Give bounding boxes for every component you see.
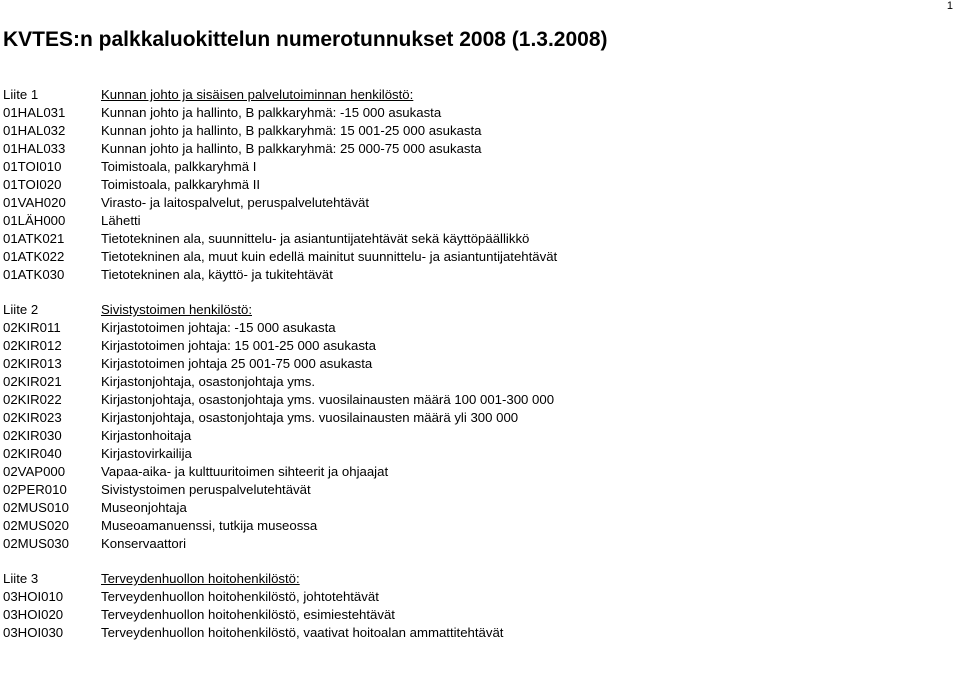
classification-description: Toimistoala, palkkaryhmä II [101,177,261,192]
classification-row [3,499,953,517]
classification-code: 02MUS020 [3,518,69,533]
classification-code: 02KIR022 [3,392,62,407]
classification-code: 01TOI010 [3,159,62,174]
classification-row [3,104,953,122]
classification-code: 02KIR021 [3,374,62,389]
classification-row [3,355,953,373]
classification-description: Sivistystoimen peruspalvelutehtävät [101,482,311,497]
classification-row [3,194,953,212]
classification-code: 02PER010 [3,482,67,497]
classification-code: 01HAL031 [3,105,66,120]
classification-code: 03HOI030 [3,625,64,640]
classification-code: 01HAL032 [3,123,66,138]
classification-description: Kirjastotoimen johtaja 25 001-75 000 asukasta [101,356,373,371]
classification-code: 01TOI020 [3,177,62,192]
classification-description: Kirjastonjohtaja, osastonjohtaja yms. [101,374,316,389]
classification-description: Kirjastonhoitaja [101,428,192,443]
classification-description: Museoamanuenssi, tutkija museossa [101,518,318,533]
classification-description: Kirjastonjohtaja, osastonjohtaja yms. vuosilainausten määrä yli 300 000 [101,410,519,425]
classification-code: 02KIR040 [3,446,62,461]
classification-code: 01ATK030 [3,267,65,282]
classification-row [3,481,953,499]
appendix-section [3,301,953,553]
appendix-section [3,570,953,642]
classification-description: Terveydenhuollon hoitohenkilöstö, vaativat hoitoalan ammattitehtävät [101,625,504,640]
classification-code: 02VAP000 [3,464,66,479]
section-code: Liite 1 [3,87,39,102]
classification-description: Kunnan johto ja hallinto, B palkkaryhmä: -15 000 asukasta [101,105,442,120]
page-number: 1 [946,0,953,12]
classification-row [3,176,953,194]
classification-description: Kunnan johto ja hallinto, B palkkaryhmä: 25 000-75 000 asukasta [101,141,482,156]
classification-code: 02KIR012 [3,338,62,353]
section-title: Kunnan johto ja sisäisen palvelutoiminnan henkilöstö: [101,87,414,102]
classification-code: 01VAH020 [3,195,66,210]
classification-row [3,337,953,355]
classification-row [3,427,953,445]
section-header [3,570,953,588]
classification-description: Museonjohtaja [101,500,187,515]
appendix-section [3,86,953,284]
section-title: Sivistystoimen henkilöstö: [101,302,252,317]
classification-description: Kirjastotoimen johtaja: 15 001-25 000 asukasta [101,338,376,353]
classification-row [3,391,953,409]
classification-code: 01ATK022 [3,249,65,264]
classification-description: Virasto- ja laitospalvelut, peruspalvelutehtävät [101,195,370,210]
classification-row [3,606,953,624]
classification-description: Tietotekninen ala, muut kuin edellä mainitut suunnittelu- ja asiantuntijatehtävät [101,249,558,264]
classification-row [3,517,953,535]
classification-description: Toimistoala, palkkaryhmä I [101,159,257,174]
classification-description: Kunnan johto ja hallinto, B palkkaryhmä: 15 001-25 000 asukasta [101,123,482,138]
classification-description: Kirjastonjohtaja, osastonjohtaja yms. vuosilainausten määrä 100 001-300 000 [101,392,555,407]
classification-row [3,409,953,427]
classification-row [3,588,953,606]
section-header [3,301,953,319]
classification-code: 01HAL033 [3,141,66,156]
classification-code: 01LÄH000 [3,213,66,228]
classification-description: Tietotekninen ala, käyttö- ja tukitehtävät [101,267,333,282]
classification-description: Konservaattori [101,536,187,551]
classification-row [3,122,953,140]
classification-code: 02MUS030 [3,536,69,551]
classification-row [3,319,953,337]
classification-code: 02KIR030 [3,428,62,443]
classification-description: Lähetti [101,213,141,228]
classification-code: 02KIR023 [3,410,62,425]
classification-description: Kirjastotoimen johtaja: -15 000 asukasta [101,320,336,335]
section-code: Liite 3 [3,571,39,586]
section-title: Terveydenhuollon hoitohenkilöstö: [101,571,300,586]
classification-code: 03HOI010 [3,589,64,604]
classification-row [3,158,953,176]
classification-row [3,266,953,284]
section-code: Liite 2 [3,302,39,317]
classification-row [3,445,953,463]
classification-list [3,86,953,659]
classification-row [3,624,953,642]
classification-row [3,212,953,230]
classification-code: 02MUS010 [3,500,69,515]
classification-description: Vapaa-aika- ja kulttuuritoimen sihteerit ja ohjaajat [101,464,389,479]
classification-description: Terveydenhuollon hoitohenkilöstö, esimiestehtävät [101,607,395,622]
classification-code: 02KIR013 [3,356,62,371]
section-header [3,86,953,104]
classification-description: Terveydenhuollon hoitohenkilöstö, johtotehtävät [101,589,379,604]
classification-description: Tietotekninen ala, suunnittelu- ja asiantuntijatehtävät sekä käyttöpäällikkö [101,231,530,246]
classification-row [3,248,953,266]
classification-code: 01ATK021 [3,231,65,246]
classification-row [3,463,953,481]
classification-description: Kirjastovirkailija [101,446,192,461]
classification-row [3,230,953,248]
classification-row [3,140,953,158]
classification-code: 03HOI020 [3,607,64,622]
classification-code: 02KIR011 [3,320,61,335]
classification-row [3,373,953,391]
page-title: KVTES:n palkkaluokittelun numerotunnukset 2008 (1.3.2008) [3,28,608,51]
classification-row [3,535,953,553]
